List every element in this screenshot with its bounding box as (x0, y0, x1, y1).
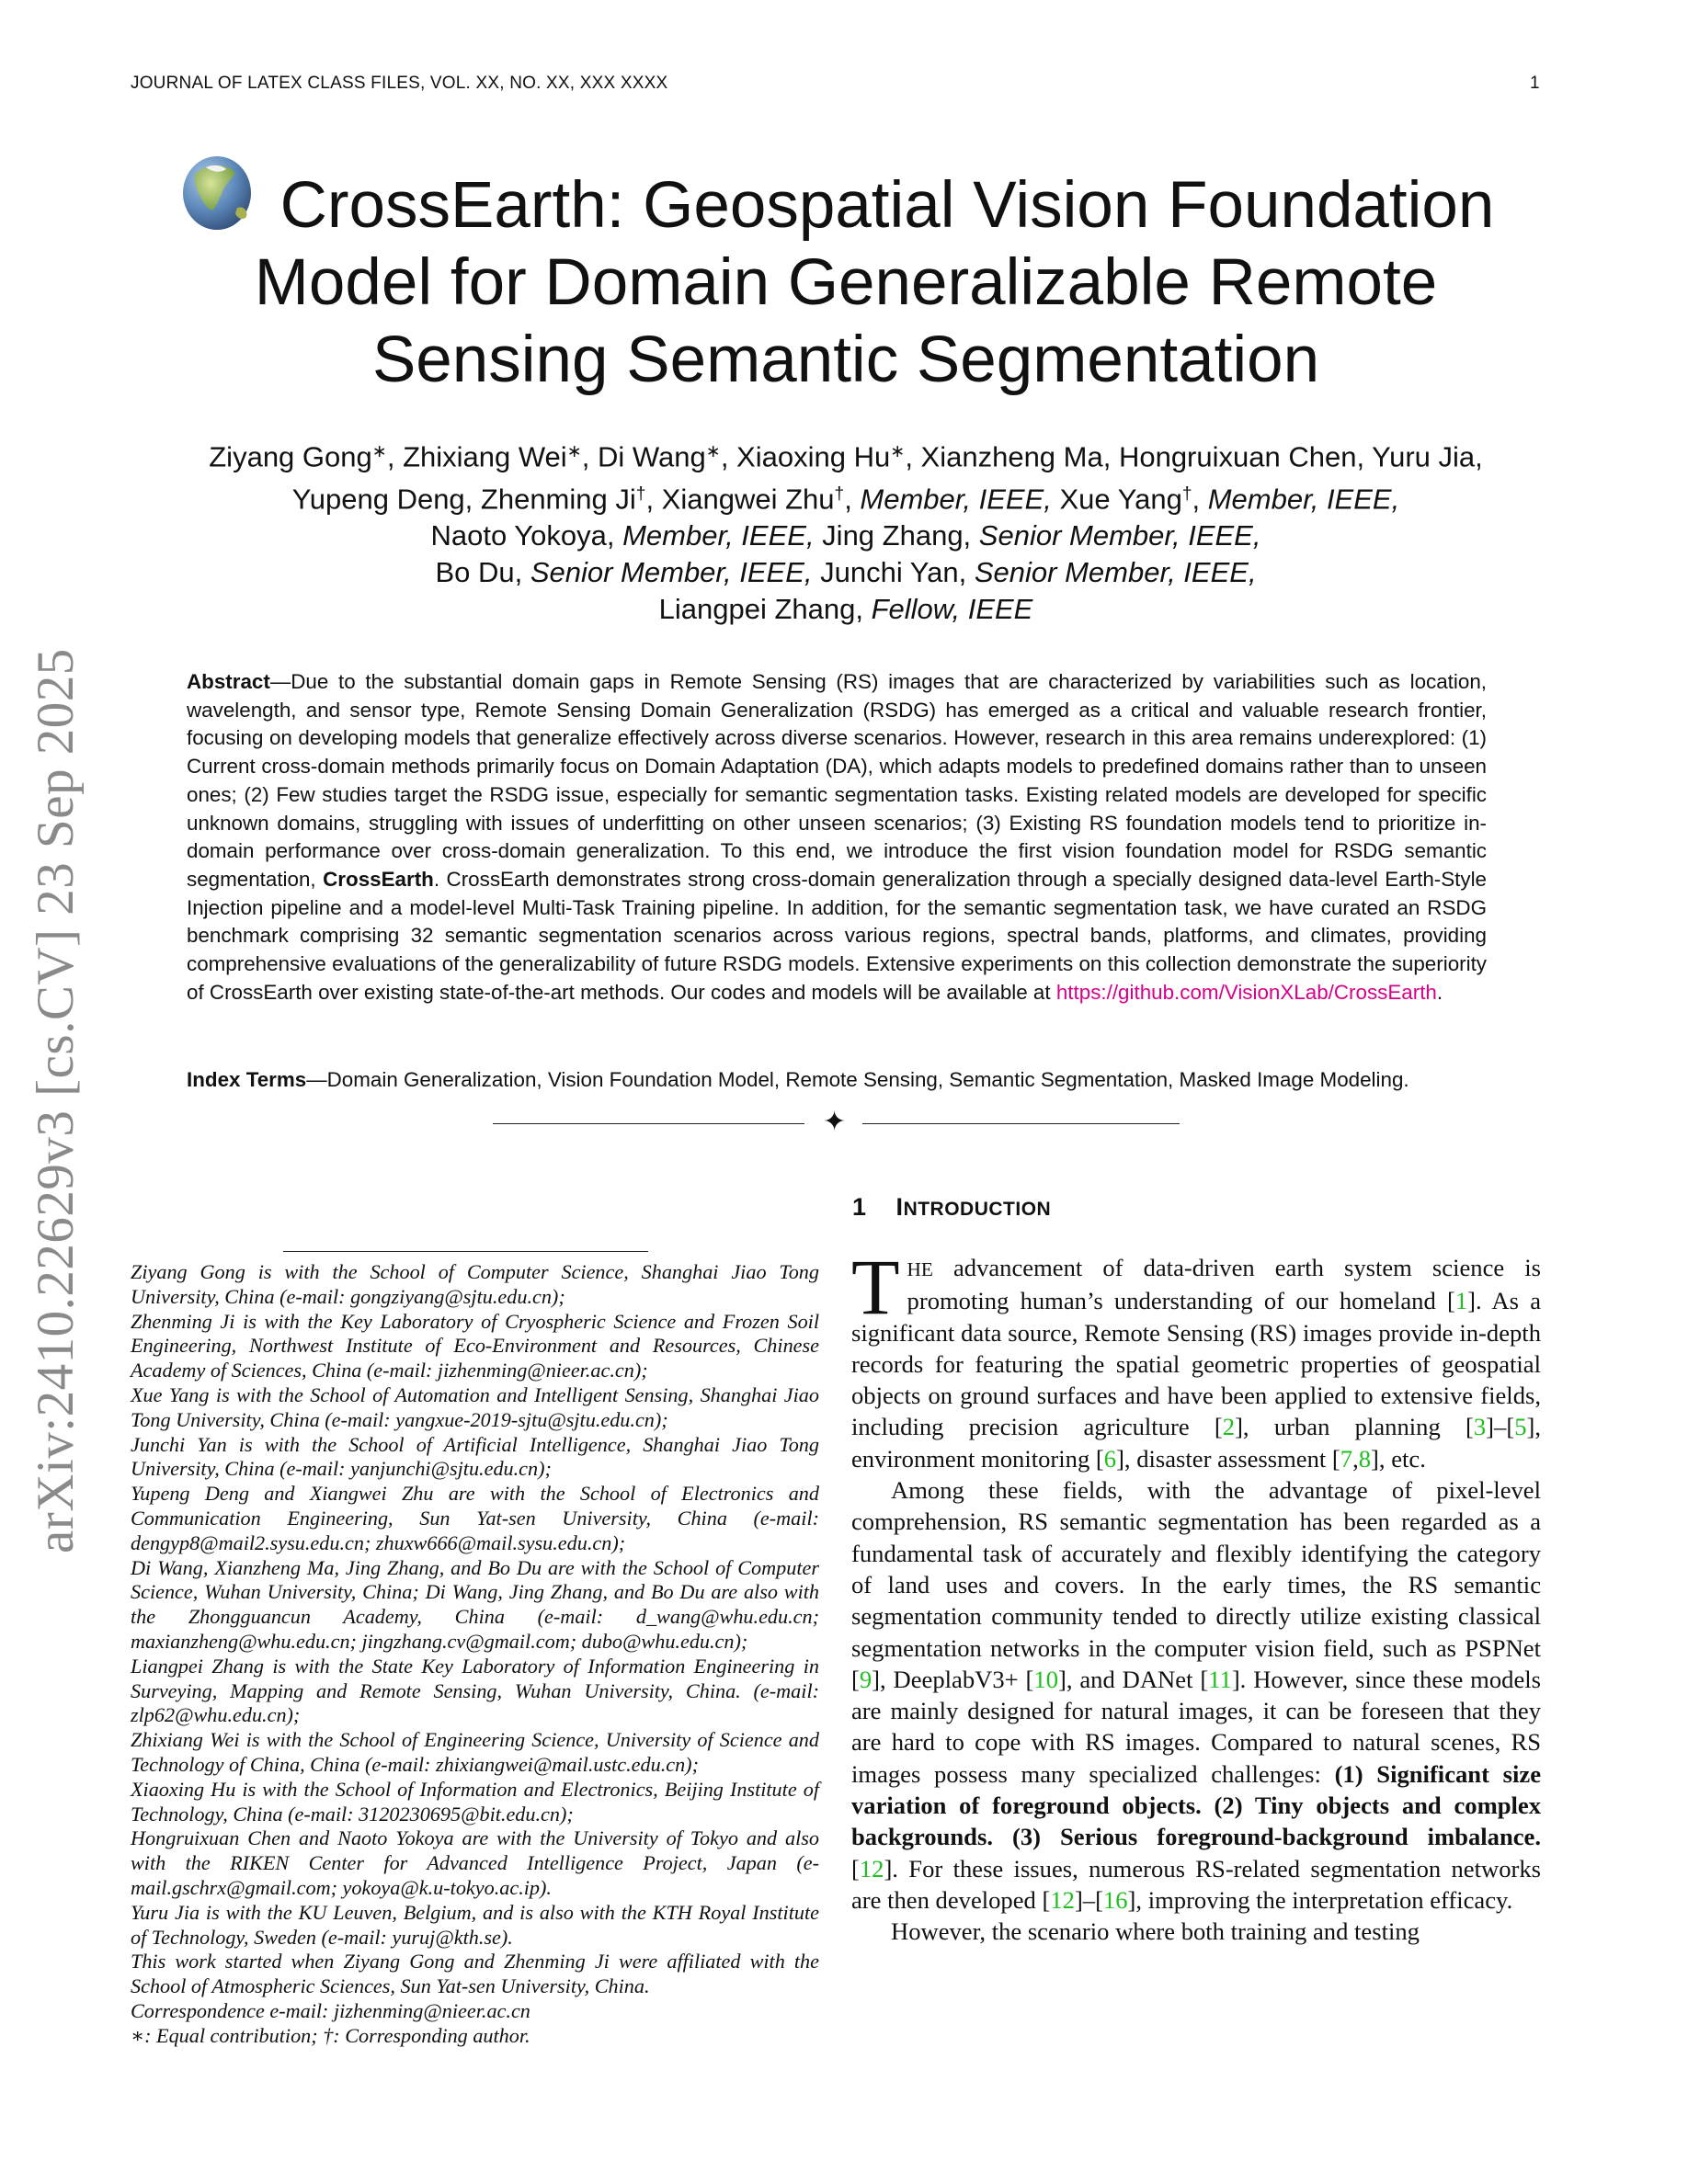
text-segment: Liangpei Zhang, (658, 593, 872, 626)
text-segment: —Due to the substantial domain gaps in Remote Sensing (RS) images that are characterized by variabilities such as location, wavelength, and sensor type, Remote Sensing Domain Generalization (RSDG) has emerged as a critical and valuable research frontier, focusing on developing models that generalize effectively across diverse scenarios. However, research in this area remains underexplored: (1) Current cross-domain methods primarily focus on Domain Adaptation (DA), which adapts models to predefined domains rather than to unseen ones; (2) Few studies target the RSDG issue, especially for semantic segmentation tasks. Existing related models are developed for specific unknown domains, struggling with issues of underfitting on other unseen scenarios; (3) Existing RS foundation models tend to prioritize in-domain performance over cross-domain generalization. To this end, we introduce the first vision foundation model for RSDG semantic segmentation, (187, 670, 1487, 891)
citation-link[interactable]: 6 (1103, 1444, 1117, 1473)
text-segment: Senior Member, IEEE, (530, 556, 813, 589)
author-list (138, 434, 1554, 628)
footnote: Xue Yang is with the School of Automation and Intelligent Sensing, Shanghai Jiao Tong University, China (e-mail: yangxue-2019-sjtu@sjtu.edu.cn); (131, 1382, 819, 1431)
text-segment: Member, IEEE, (1207, 483, 1400, 516)
text-segment: ]–[ (1486, 1413, 1515, 1441)
intro-paragraph (851, 1474, 1541, 1916)
citation-link[interactable]: 8 (1358, 1444, 1372, 1473)
author-mark: † (834, 483, 845, 504)
text-segment: Yupeng Deng, Zhenming Ji (291, 483, 636, 516)
author-mark: † (635, 483, 646, 504)
footnote: Zhenming Ji is with the Key Laboratory of Cryospheric Science and Frozen Soil Engineering, Northwest Institute of Eco-Environment and Resources, Chinese Academy of Sciences, China (e-mail: jizhenming@nieer.ac.cn); (131, 1309, 819, 1382)
section-number: 1 (852, 1193, 867, 1221)
section-title-initial: I (895, 1193, 904, 1221)
footnote: Liangpei Zhang is with the State Key Laboratory of Information Engineering in Surveying, Mapping and Remote Sensing, Wuhan University, China. (e-mail: zlp62@whu.edu.cn); (131, 1654, 819, 1727)
text-segment: , (844, 483, 861, 516)
text-segment: ], improving the interpretation efficacy. (1127, 1885, 1513, 1914)
title-line: Sensing Semantic Segmentation (371, 324, 1320, 396)
intro-paragraph (851, 1243, 1541, 1474)
footnote: Hongruixuan Chen and Naoto Yokoya are with the University of Tokyo and also with the RIKEN Center for Advanced Intelligence Project, Japan (e-mail.gschrx@gmail.com; yokoya@k.u-tokyo.ac.ip). (131, 1826, 819, 1899)
text-segment: ], etc. (1371, 1444, 1426, 1473)
paragraph-text (851, 1243, 1541, 1473)
text-segment: Among these fields, with the advantage of pixel-level comprehension, RS semantic segmentation has been regarded as a fundamental task of accurately and flexibly identifying the category of land uses and covers. In the early times, the RS semantic segmentation community tended to directly utilize existing classical segmentation networks in the computer vision field, such as PSPNet [ (851, 1476, 1541, 1693)
text-segment: Member, IEEE, (860, 483, 1052, 516)
text-segment: , (1192, 483, 1208, 516)
title-line: Model for Domain Generalizable Remote (254, 246, 1438, 319)
author-line (138, 518, 1554, 554)
citation-link[interactable]: 2 (1222, 1413, 1236, 1441)
text-segment: , Di Wang (581, 440, 706, 473)
text-segment: [ (851, 1854, 860, 1883)
section-divider-left (493, 1123, 804, 1124)
github-link[interactable]: https://github.com/VisionXLab/CrossEarth (1055, 980, 1437, 1004)
index-terms (187, 1066, 1487, 1094)
text-segment: Senior Member, IEEE, (974, 556, 1257, 589)
text-segment: However, the scenario where both training and testing (891, 1917, 1420, 1946)
author-mark: ∗ (890, 442, 906, 461)
text-segment: Abstract (187, 670, 270, 693)
citation-link[interactable]: 12 (859, 1854, 884, 1883)
text-segment: , Xianzheng Ma, Hongruixuan Chen, Yuru Jia, (905, 440, 1483, 473)
text-segment: Bo Du, (435, 556, 530, 589)
author-mark: † (1181, 483, 1192, 504)
text-segment: ]–[ (1074, 1885, 1103, 1914)
text-segment: Senior Member, IEEE, (978, 519, 1261, 552)
author-footnotes (131, 1260, 819, 2049)
running-head: JOURNAL OF LATEX CLASS FILES, VOL. XX, NO. XX, XXX XXXX (131, 74, 668, 93)
footnote: Di Wang, Xianzheng Ma, Jing Zhang, and Bo Du are with the School of Computer Science, Wuhan University, China; Di Wang, Jing Zhang, and Bo Du are also with the Zhongguancun Academy, China (e-mail: d_wang@whu.edu.cn; maxianzheng@whu.edu.cn; jingzhang.cv@gmail.com; dubo@whu.edu.cn); (131, 1555, 819, 1653)
text-segment: ], urban planning [ (1235, 1413, 1474, 1441)
title-line: CrossEarth: Geospatial Vision Foundation (279, 169, 1495, 242)
citation-link[interactable]: 10 (1033, 1665, 1058, 1693)
text-segment: Junchi Yan, (812, 556, 975, 589)
footnote: Correspondence e-mail: jizhenming@nieer.ac.cn (131, 1998, 530, 2022)
footnote: Yupeng Deng and Xiangwei Zhu are with the School of Electronics and Communication Engineering, Sun Yat-sen University, China (e-mail: dengyp8@mail2.sysu.edu.cn; zhuxw666@mail.sysu.edu.cn); (131, 1482, 819, 1554)
citation-link[interactable]: 12 (1050, 1885, 1075, 1914)
section-divider-right (862, 1123, 1180, 1124)
text-segment: ]. However, since these models are mainly designed for natural images, it can be foreseen that they are hard to cope with RS images. Compared to natural scenes, RS images possess many specialized challenges: (851, 1665, 1541, 1788)
text-segment: advancement of data-driven earth system science is promoting human’s understanding of our homeland [ (907, 1254, 1541, 1315)
author-line (138, 554, 1554, 591)
text-segment: , Zhixiang Wei (386, 440, 567, 473)
diamond-ornament: ✦ (823, 1107, 847, 1137)
text-segment: Index Terms (187, 1068, 307, 1091)
text-segment: Member, IEEE, (622, 519, 815, 552)
citation-link[interactable]: 5 (1514, 1413, 1527, 1441)
footnote: ∗: Equal contribution; †: Corresponding author. (131, 2023, 530, 2047)
text-segment: Xue Yang (1051, 483, 1182, 516)
author-mark: ∗ (705, 442, 721, 461)
paper-title (165, 167, 1526, 399)
author-mark: ∗ (566, 442, 582, 461)
text-segment: HE (907, 1258, 933, 1280)
text-segment: ]. For these issues, numerous RS-related segmentation networks are then developed [ (851, 1854, 1541, 1914)
author-line (138, 591, 1554, 628)
text-segment: , Xiangwei Zhu (645, 483, 835, 516)
text-segment: ]. As a significant data source, Remote Sensing (RS) images provide in-depth records for featuring the spatial geometric properties of geospatial objects on ground surfaces and have been applied to extensive fields, including precision agriculture [ (851, 1287, 1541, 1441)
text-segment: , Xiaoxing Hu (720, 440, 891, 473)
section-title-rest: NTRODUCTION (903, 1199, 1052, 1220)
citation-link[interactable]: 11 (1208, 1665, 1232, 1693)
arxiv-stamp: arXiv:2410.22629v3 [cs.CV] 23 Sep 2025 (27, 648, 85, 1553)
footnote: Yuru Jia is with the KU Leuven, Belgium, and is also with the KTH Royal Institute of Technology, Sweden (e-mail: yuruj@kth.se). (131, 1900, 819, 1949)
footnote: Ziyang Gong is with the School of Computer Science, Shanghai Jiao Tong University, China (e-mail: gongziyang@sjtu.edu.cn); (131, 1260, 819, 1308)
text-segment: ], DeeplabV3+ [ (872, 1665, 1034, 1693)
text-segment: Fellow, IEEE (871, 593, 1033, 626)
citation-link[interactable]: 7 (1340, 1444, 1353, 1473)
citation-link[interactable]: 1 (1454, 1287, 1468, 1315)
author-mark: ∗ (371, 442, 387, 461)
drop-cap: T (851, 1243, 900, 1331)
text-segment: Jing Zhang, (814, 519, 979, 552)
text-segment: . CrossEarth demonstrates strong cross-domain generalization through a specially designed data-level Earth-Style Injection pipeline and a model-level Multi-Task Training pipeline. In addition, for the semantic segmentation task, we have curated an RSDG benchmark comprising 32 semantic segmentation scenarios across various regions, spectral bands, platforms, and climates, providing comprehensive evaluations of the generalizability of future RSDG models. Extensive experiments on this collection demonstrate the superiority of CrossEarth over existing state-of-the-art methods. Our codes and models will be available at (187, 867, 1488, 1004)
footnote: This work started when Ziyang Gong and Zhenming Ji were affiliated with the School of Atmospheric Sciences, Sun Yat-sen University, China. (131, 1950, 819, 1998)
footnote: Zhixiang Wei is with the School of Engineering Science, University of Science and Technology of China, China (e-mail: zhixiangwei@mail.ustc.edu.cn); (131, 1728, 819, 1776)
section-heading-introduction (852, 1193, 1051, 1222)
page-number: 1 (1530, 74, 1540, 93)
text-segment: ], disaster assessment [ (1116, 1444, 1340, 1473)
text-segment: ], and DANet [ (1057, 1665, 1209, 1693)
author-line (138, 476, 1554, 518)
text-segment: . (1436, 980, 1443, 1004)
text-segment: —Domain Generalization, Vision Foundation Model, Remote Sensing, Semantic Segmentation, Masked Image Modeling. (306, 1068, 1409, 1091)
introduction-body (851, 1243, 1542, 1948)
intro-paragraph (851, 1916, 1541, 1947)
text-segment: (1) Significant size variation of foreground objects. (2) Tiny objects and complex backgrounds. (3) Serious foreground-background imbalance. (851, 1759, 1542, 1851)
citation-link[interactable]: 9 (859, 1665, 873, 1693)
footnote: Xiaoxing Hu is with the School of Information and Electronics, Beijing Institute of Technology, China (e-mail: 3120230695@bit.edu.cn); (131, 1777, 819, 1826)
footnote-rule (283, 1251, 648, 1252)
text-segment: CrossEarth (323, 867, 434, 891)
footnote: Junchi Yan is with the School of Artificial Intelligence, Shanghai Jiao Tong University, China (e-mail: yanjunchi@sjtu.edu.cn); (131, 1432, 819, 1481)
text-segment: Ziyang Gong (209, 440, 372, 473)
author-line (138, 434, 1554, 476)
citation-link[interactable]: 16 (1102, 1885, 1128, 1914)
text-segment: Naoto Yokoya, (430, 519, 623, 552)
text-segment: , (1352, 1444, 1359, 1473)
abstract (187, 668, 1487, 1007)
citation-link[interactable]: 3 (1473, 1413, 1487, 1441)
text-segment: ], environment monitoring [ (851, 1413, 1541, 1473)
